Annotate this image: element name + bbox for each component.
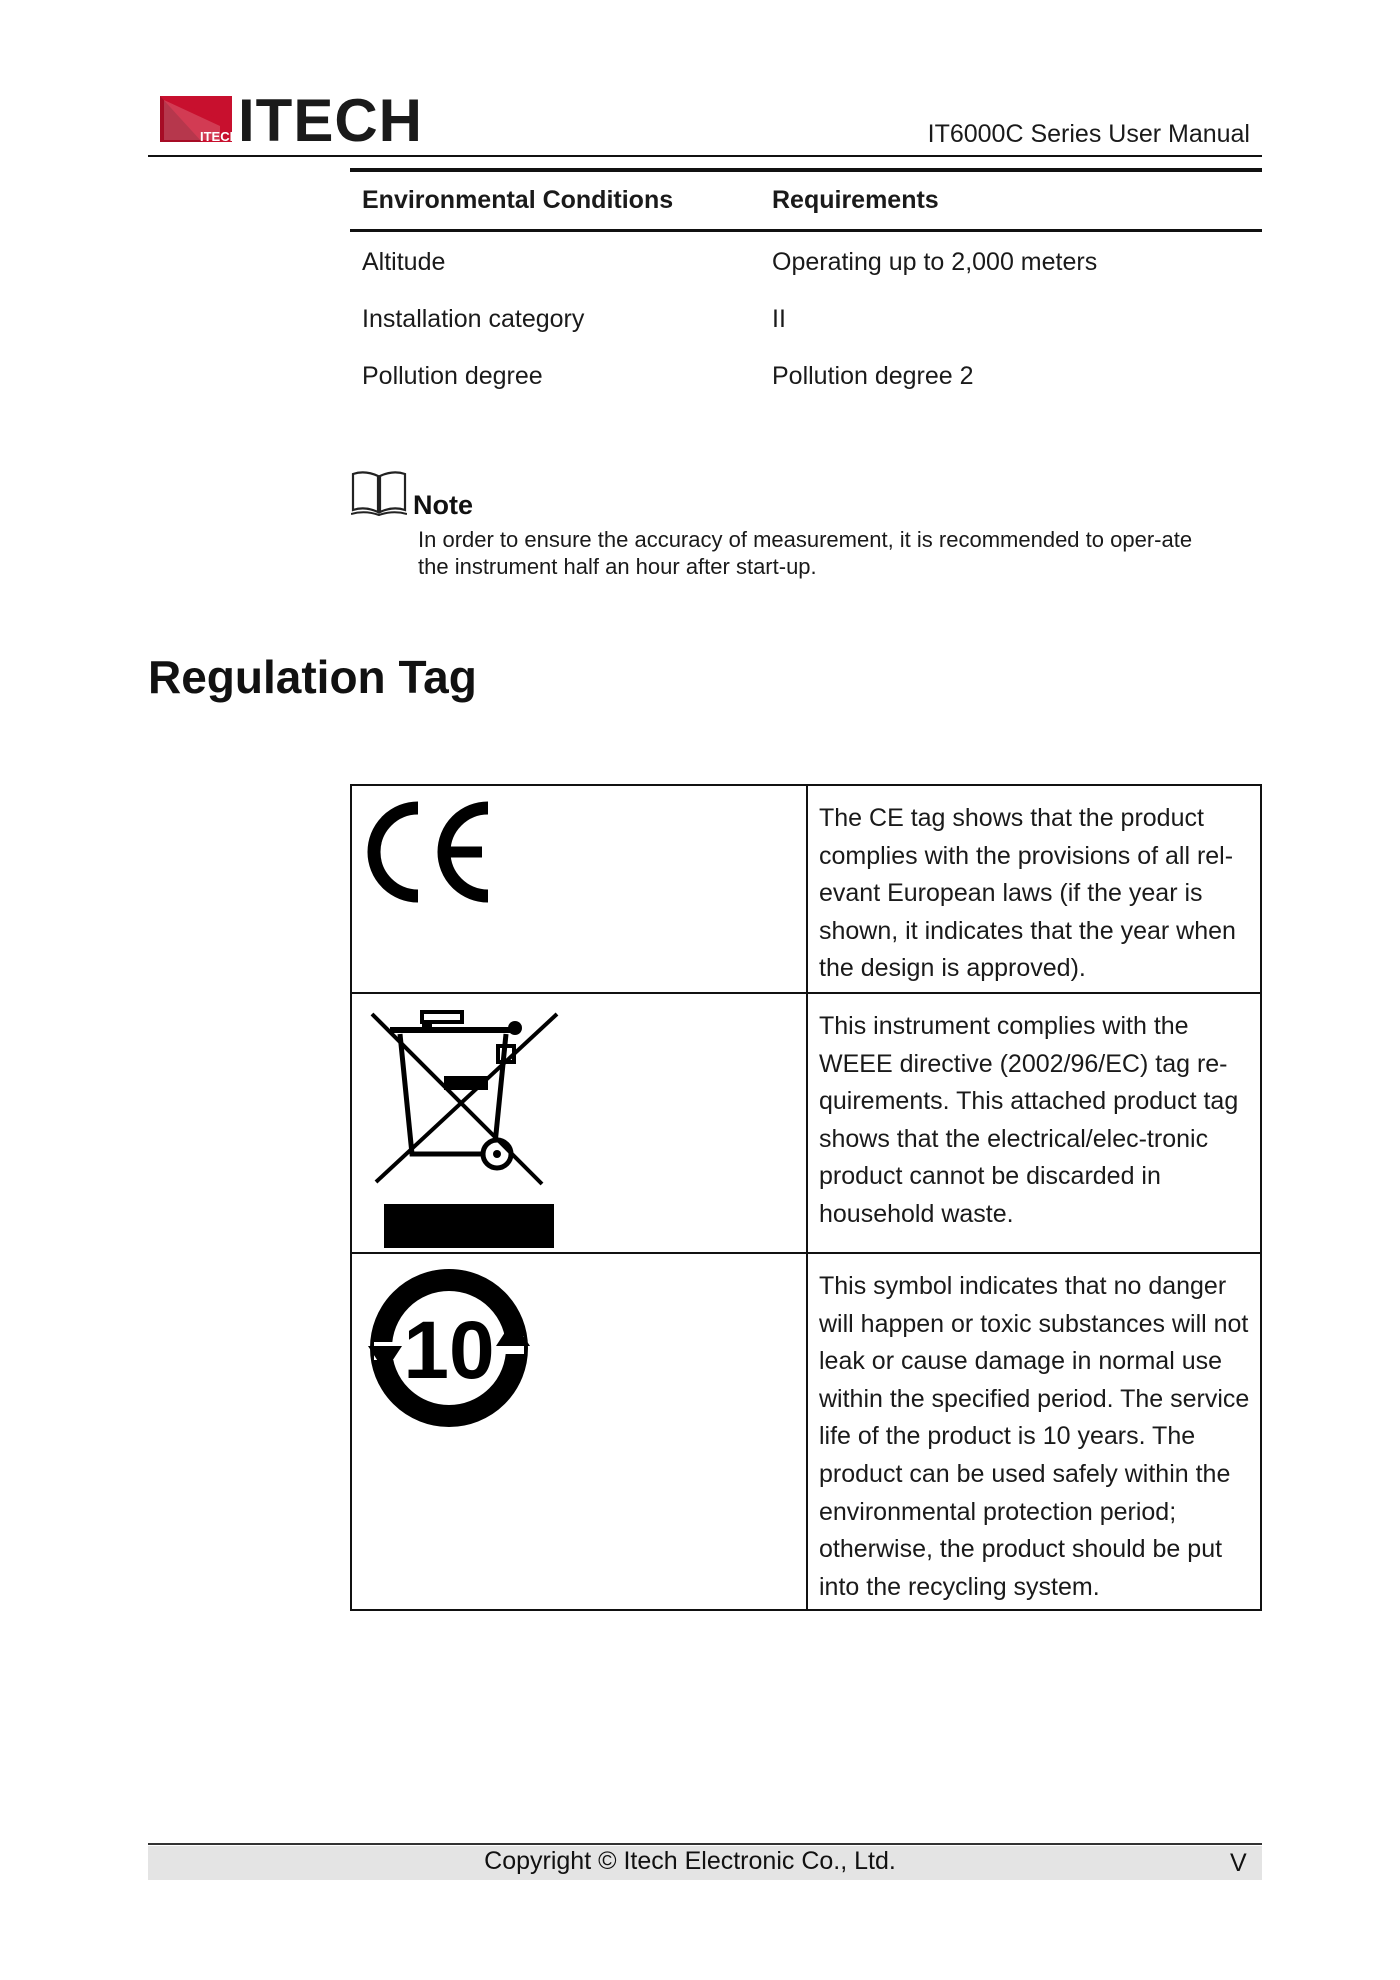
header-divider: [148, 155, 1262, 157]
table-row: [350, 348, 1262, 405]
table-row: [352, 992, 1260, 1252]
ce-mark-icon: [360, 794, 500, 914]
table-cell: Pollution degree: [362, 362, 543, 390]
table-cell: Pollution degree 2: [772, 362, 974, 390]
note-label: Note: [413, 490, 473, 520]
document-title: IT6000C Series User Manual: [927, 120, 1250, 148]
table-row: [352, 786, 1260, 992]
efup-10-years-icon: [364, 1260, 554, 1440]
table-row: [352, 1252, 1260, 1609]
footer-divider: [148, 1843, 1262, 1845]
table-row: [350, 234, 1262, 291]
column-header: Requirements: [772, 186, 939, 214]
symbol-cell: [352, 786, 808, 992]
weee-crossed-bin-icon: [362, 1004, 562, 1254]
logo-subtext: ITECH: [200, 129, 239, 144]
regulation-description: The CE tag shows that the product complies with the provisions of all rel-evant European laws (if the year is shown, it indicates that the year when the design is approved).: [819, 804, 1236, 983]
note-text: In order to ensure the accuracy of measurement, it is recommended to oper-ate the instrument half an hour after start-up.: [418, 527, 1193, 579]
itech-logo: [160, 87, 430, 154]
symbol-cell: [352, 994, 808, 1252]
table-cell: Installation category: [362, 305, 585, 333]
table-cell: Operating up to 2,000 meters: [772, 248, 1098, 276]
symbol-cell: [352, 1254, 808, 1609]
table-cell: Altitude: [362, 248, 446, 276]
regulation-description: This instrument complies with the WEEE directive (2002/96/EC) tag re-quirements. This attached product tag shows that the electrical/elec-tronic product cannot be discarded in household waste.: [819, 1012, 1239, 1228]
regulation-description: This symbol indicates that no danger will happen or toxic substances will not leak or cause damage in normal use within the specified period. The service life of the product is 10 years. The product can be used safely within the environmental protection period; otherwise, the product should be put into the recycling system.: [819, 1272, 1250, 1601]
book-icon: [351, 470, 407, 516]
regulation-table: [350, 784, 1262, 1611]
column-header: Environmental Conditions: [362, 186, 674, 214]
copyright-text: Copyright © Itech Electronic Co., Ltd.: [484, 1847, 896, 1875]
environment-table: [350, 168, 1262, 405]
logo-wordmark: ITECH: [238, 87, 423, 154]
efup-years-text: 10: [403, 1305, 495, 1396]
table-row: [350, 291, 1262, 348]
table-header-row: [350, 172, 1262, 232]
page-number: V: [1230, 1849, 1247, 1877]
section-title: Regulation Tag: [148, 651, 477, 703]
table-cell: II: [772, 305, 786, 333]
